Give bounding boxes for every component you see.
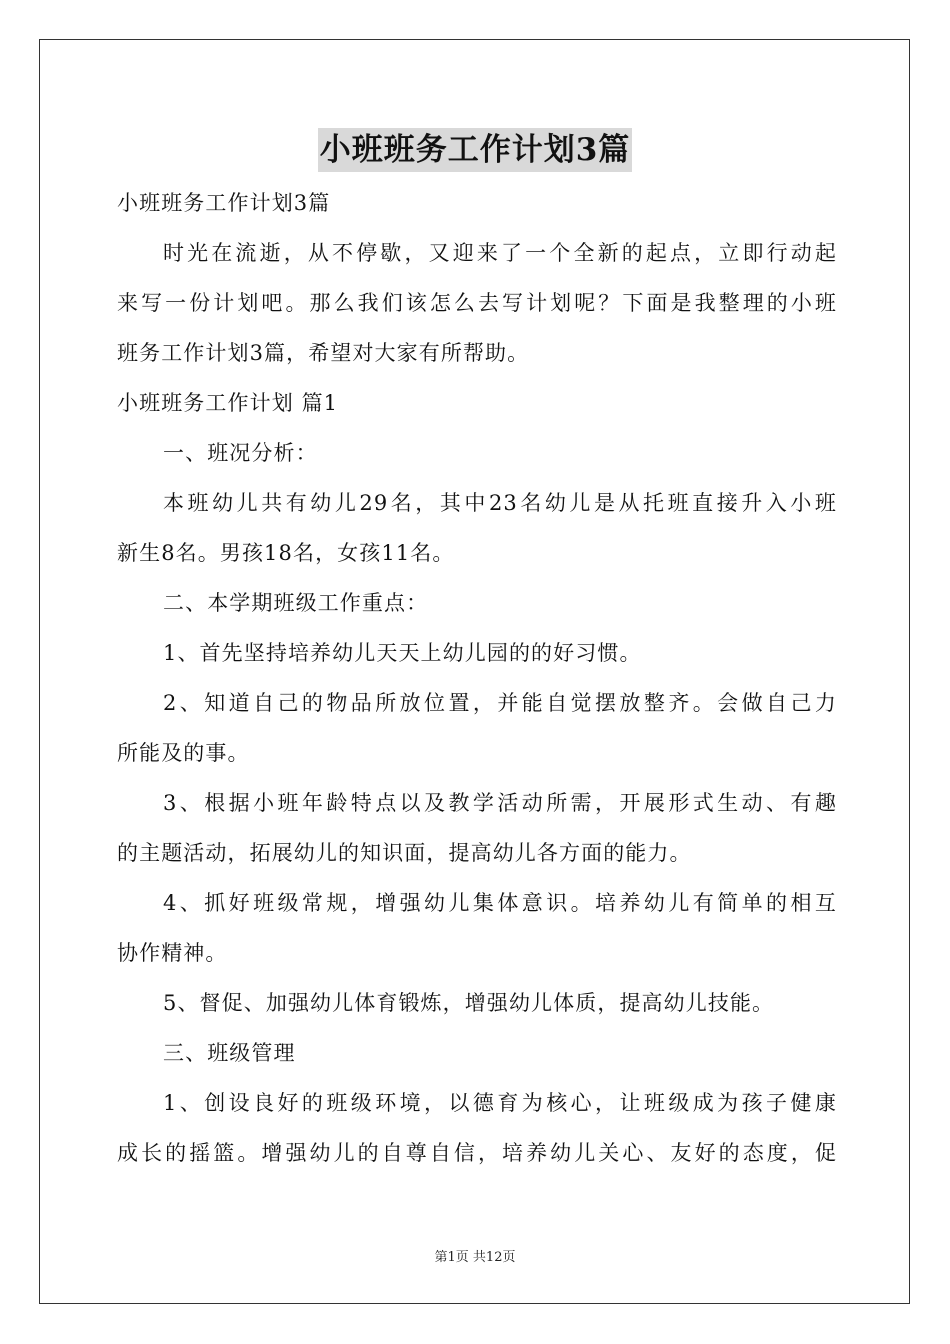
list-item: 4、抓好班级常规，增强幼儿集体意识。培养幼儿有简单的相互 <box>163 891 837 915</box>
list-item: 1、首先坚持培养幼儿天天上幼儿园的的好习惯。 <box>163 641 642 665</box>
document-title-wrapper <box>0 128 950 172</box>
document-title: 小班班务工作计划3篇 <box>318 128 633 172</box>
list-item-continuation: 的主题活动，拓展幼儿的知识面，提高幼儿各方面的能力。 <box>117 841 692 865</box>
list-item: 5、督促、加强幼儿体育锻炼，增强幼儿体质，提高幼儿技能。 <box>163 991 775 1015</box>
paragraph-line: 来写一份计划吧。那么我们该怎么去写计划呢？下面是我整理的小班 <box>117 291 837 315</box>
list-item-continuation: 所能及的事。 <box>117 741 250 765</box>
section-heading: 小班班务工作计划 篇1 <box>117 391 339 415</box>
subtitle-line: 小班班务工作计划3篇 <box>117 191 331 215</box>
document-body <box>117 178 837 1178</box>
subheading-line: 二、本学期班级工作重点： <box>163 591 429 615</box>
paragraph-line: 本班幼儿共有幼儿29名，其中23名幼儿是从托班直接升入小班 <box>163 491 837 515</box>
subheading-line: 三、班级管理 <box>163 1041 296 1065</box>
paragraph-line: 新生8名。男孩18名，女孩11名。 <box>117 541 455 565</box>
page-footer: 第1页 共12页 <box>434 1250 516 1265</box>
list-item: 1、创设良好的班级环境，以德育为核心，让班级成为孩子健康 <box>163 1091 837 1115</box>
list-item: 2、知道自己的物品所放位置，并能自觉摆放整齐。会做自己力 <box>163 691 837 715</box>
paragraph-line: 时光在流逝，从不停歇，又迎来了一个全新的起点，立即行动起 <box>163 241 837 265</box>
list-item-continuation: 成长的摇篮。增强幼儿的自尊自信，培养幼儿关心、友好的态度，促 <box>117 1141 837 1165</box>
list-item: 3、根据小班年龄特点以及教学活动所需，开展形式生动、有趣 <box>163 791 837 815</box>
paragraph-line: 班务工作计划3篇，希望对大家有所帮助。 <box>117 341 530 365</box>
list-item-continuation: 协作精神。 <box>117 941 228 965</box>
subheading-line: 一、班况分析： <box>163 441 318 465</box>
